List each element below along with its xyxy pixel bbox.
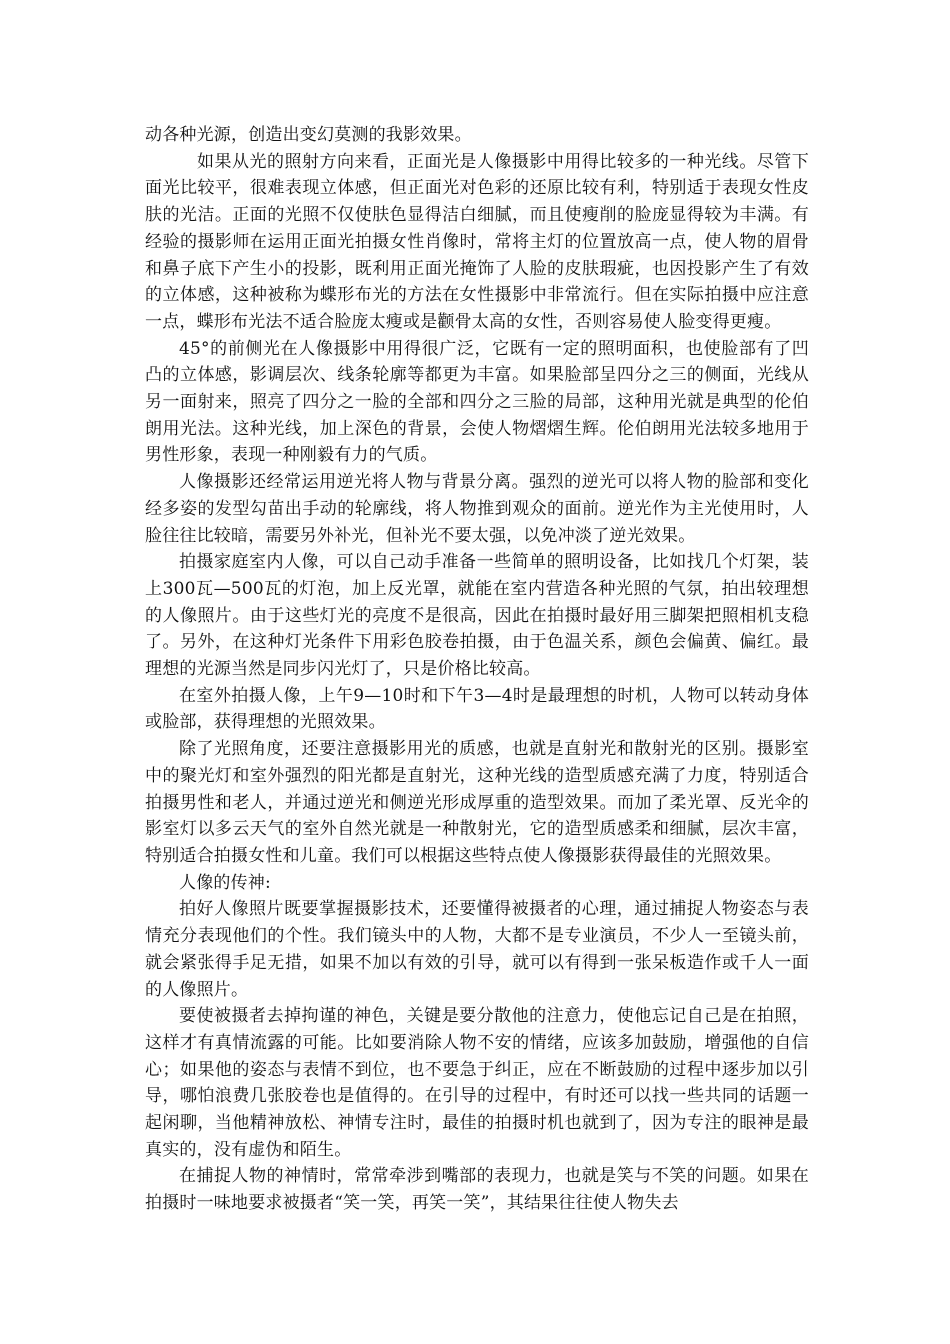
paragraph-smile: 在捕捉人物的神情时，常常牵涉到嘴部的表现力，也就是笑与不笑的问题。如果在拍摄时一味地要求被摄者“笑一笑，再笑一笑”，其结果往往使人物失去 bbox=[145, 1166, 809, 1214]
paragraph-light-quality: 除了光照角度，还要注意摄影用光的质感，也就是直射光和散射光的区别。摄影室中的聚光灯和室外强烈的阳光都是直射光，这种光线的造型质感充满了力度，特别适合拍摄男性和老人，并通过逆光和侧逆光形成厚重的造型效果。而加了柔光罩、反光伞的影室灯以多云天气的室外自然光就是一种散射光，它的造型质感柔和细腻，层次丰富，特别适合拍摄女性和儿童。我们可以根据这些特点使人像摄影获得最佳的光照效果。 bbox=[145, 739, 809, 866]
paragraph-front-light: 如果从光的照射方向来看，正面光是人像摄影中用得比较多的一种光线。尽管下面光比较平，很难表现立体感，但正面光对色彩的还原比较有利，特别适于表现女性皮肤的光洁。正面的光照不仅使肤色显得洁白细腻，而且使瘦削的脸庞显得较为丰满。有经验的摄影师在运用正面光拍摄女性肖像时，常将主灯的位置放高一点，使人物的眉骨和鼻子底下产生小的投影，既利用正面光掩饰了人脸的皮肤瑕疵，也因投影产生了有效的立体感，这种被称为蝶形布光的方法在女性摄影中非常流行。但在实际拍摄中应注意一点，蝶形布光法不适合脸庞太瘦或是颧骨太高的女性，否则容易使人脸变得更瘦。 bbox=[145, 151, 809, 332]
document-body bbox=[145, 122, 809, 1217]
paragraph-continuation: 动各种光源，创造出变幻莫测的我影效果。 bbox=[145, 125, 472, 145]
paragraph-outdoor-portrait: 在室外拍摄人像，上午9—10时和下午3—4时是最理想的时机，人物可以转动身体或脸部，获得理想的光照效果。 bbox=[145, 685, 809, 733]
section-heading-expression: 人像的传神: bbox=[179, 872, 271, 893]
paragraph-distraction: 要使被摄者去掉拘谨的神色，关键是要分散他的注意力，使他忘记自己是在拍照，这样才有真情流露的可能。比如要消除人物不安的情绪，应该多加鼓励，增强他的自信心；如果他的姿态与表情不到位，也不要急于纠正，应在不断鼓励的过程中逐步加以引导，哪怕浪费几张胶卷也是值得的。在引导的过程中，有时还可以找一些共同的话题一起闲聊，当他精神放松、神情专注时，最佳的拍摄时机也就到了，因为专注的眼神是最真实的，没有虚伪和陌生。 bbox=[145, 1006, 809, 1160]
paragraph-psychology: 拍好人像照片既要掌握摄影技术，还要懂得被摄者的心理，通过捕捉人物姿态与表情充分表现他们的个性。我们镜头中的人物，大都不是专业演员，不少人一至镜头前，就会紧张得手足无措，如果不加以有效的引导，就可以有得到一张呆板造作或千人一面的人像照片。 bbox=[145, 899, 809, 1000]
paragraph-indoor-portrait: 拍摄家庭室内人像，可以自己动手准备一些简单的照明设备，比如找几个灯架，装上300瓦—500瓦的灯泡，加上反光罩，就能在室内营造各种光照的气氛，拍出较理想的人像照片。由于这些灯光的亮度不是很高，因此在拍摄时最好用三脚架把照相机支稳了。另外，在这种灯光条件下用彩色胶卷拍摄，由于色温关系，颜色会偏黄、偏红。最理想的光源当然是同步闪光灯了，只是价格比较高。 bbox=[145, 552, 809, 680]
paragraph-back-light: 人像摄影还经常运用逆光将人物与背景分离。强烈的逆光可以将人物的脸部和变化经多姿的发型勾苗出手动的轮廓线，将人物推到观众的面前。逆光作为主光使用时，人脸往往比较暗，需要另外补光，但补光不要太强，以免冲淡了逆光效果。 bbox=[145, 472, 809, 546]
paragraph-side-light: 45°的前侧光在人像摄影中用得很广泛，它既有一定的照明面积，也使脸部有了凹凸的立体感，影调层次、线条轮廓等都更为丰富。如果脸部呈四分之三的侧面，光线从另一面射来，照亮了四分之一脸的全部和四分之三脸的局部，这种用光就是典型的伦伯朗用光法。这种光线，加上深色的背景，会使人物熠熠生辉。伦伯朗用光法较多地用于男性形象，表现一种刚毅有力的气质。 bbox=[145, 338, 809, 466]
